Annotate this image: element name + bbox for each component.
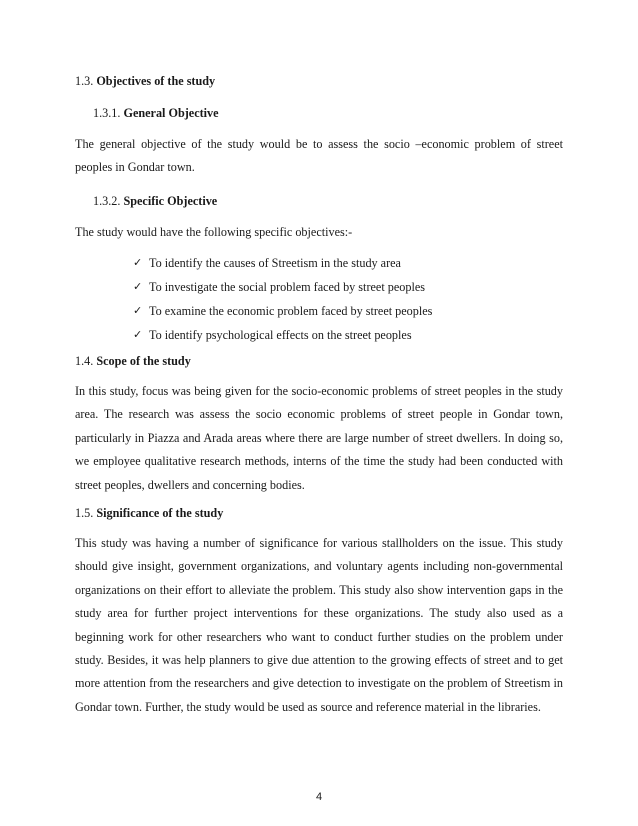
heading-general-objective <box>93 105 219 121</box>
specific-objectives-intro: The study would have the following specific objectives:- <box>75 225 353 239</box>
heading-number: 1.3. <box>75 74 94 88</box>
heading-title: Specific Objective <box>123 194 218 208</box>
check-mark-icon: ✓ <box>133 280 143 293</box>
heading-number: 1.4. <box>75 354 94 368</box>
scope-paragraph: In this study, focus was being given for the socio-economic problems of street peoples in the study area. The research was assess the socio economic problems of street people in Gondar town, particularly in Piazza and Arada areas where there are large number of street dwellers. In doing so, we employee qualitative research methods, interns of the time the study had been conducted with street peoples, dwellers and concerning bodies. <box>75 384 563 492</box>
heading-title: Scope of the study <box>96 354 191 368</box>
heading-title: Significance of the study <box>96 506 224 520</box>
heading-significance <box>75 505 223 521</box>
list-item-text: To investigate the social problem faced by street peoples <box>149 280 425 294</box>
significance-paragraph: This study was having a number of significance for various stallholders on the issue. This study should give insight, government organizations, and voluntary agents including non-governmental organizations on their effort to alleviate the problem. This study also show intervention gaps in the study area for further project interventions for these organizations. The study also used as a beginning work for other researchers who want to conduct further studies on the problem under study. Besides, it was help planners to give due attention to the growing effects of street and to get more attention from the researchers and give detection to investigate on the problem of Streetism in Gondar town. Further, the study would be used as source and reference material in the libraries. <box>75 536 563 714</box>
heading-objectives <box>75 73 215 89</box>
heading-number: 1.3.1. <box>93 106 121 120</box>
heading-scope <box>75 353 191 369</box>
heading-title: Objectives of the study <box>96 74 216 88</box>
list-item <box>133 303 432 327</box>
list-item-text: To identify psychological effects on the street peoples <box>149 328 412 342</box>
check-mark-icon: ✓ <box>133 256 143 269</box>
specific-objectives-list <box>133 255 432 351</box>
list-item-text: To examine the economic problem faced by street peoples <box>149 304 433 318</box>
check-mark-icon: ✓ <box>133 304 143 317</box>
list-item-text: To identify the causes of Streetism in the study area <box>149 256 401 270</box>
heading-number: 1.5. <box>75 506 94 520</box>
page-number: 4 <box>315 791 323 803</box>
heading-title: General Objective <box>123 106 219 120</box>
list-item <box>133 255 432 279</box>
heading-specific-objective <box>93 193 217 209</box>
list-item <box>133 327 432 351</box>
heading-number: 1.3.2. <box>93 194 121 208</box>
check-mark-icon: ✓ <box>133 328 143 341</box>
list-item <box>133 279 432 303</box>
general-objective-paragraph: The general objective of the study would be to assess the socio –economic problem of street peoples in Gondar town. <box>75 137 563 175</box>
